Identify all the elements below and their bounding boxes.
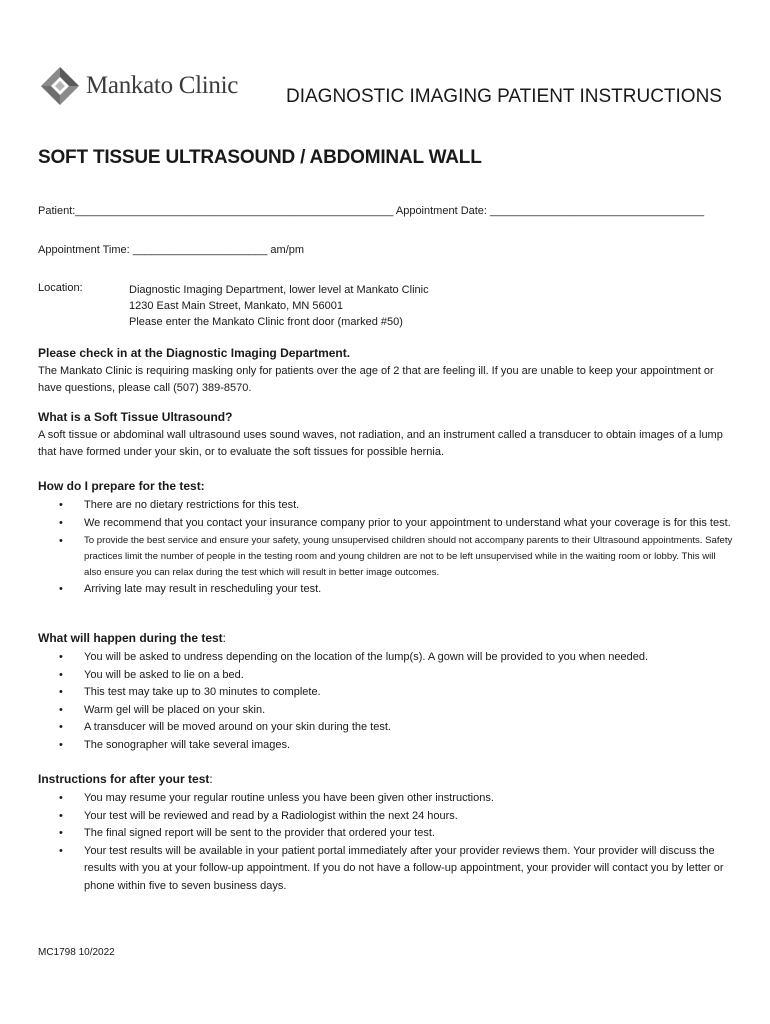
during-list: [38, 649, 733, 754]
prepare-list: [38, 497, 733, 599]
prepare-heading: How do I prepare for the test:: [38, 479, 205, 493]
list-item: • This test may take up to 30 minutes to complete.: [38, 684, 733, 702]
list-item: • We recommend that you contact your insurance company prior to your appointment to understand what your coverage is for this test.: [38, 515, 733, 533]
clinic-logo: [40, 66, 238, 106]
location-line: Diagnostic Imaging Department, lower level at Mankato Clinic: [129, 284, 429, 296]
during-section: [38, 631, 733, 754]
after-section: [38, 772, 733, 895]
location-label: Location:: [38, 282, 83, 294]
after-heading: [38, 772, 733, 786]
list-item: • Your test results will be available in your patient portal immediately after your provider reviews them. Your provider will discuss the results with you at your follow-up appointment. If you do not have a follow-up appointment, your provider will contact you by letter or phone within five to seven business days.: [38, 843, 733, 896]
appointment-time-line: Appointment Time: ______________________ am/pm: [38, 244, 305, 256]
what-is-heading: What is a Soft Tissue Ultrasound?: [38, 410, 233, 424]
during-heading-colon: :: [222, 631, 227, 645]
clinic-name: Mankato Clinic: [86, 72, 239, 99]
list-item: • The sonographer will take several images.: [38, 737, 733, 755]
document-heading: DIAGNOSTIC IMAGING PATIENT INSTRUCTIONS: [286, 86, 722, 107]
list-item: • A transducer will be moved around on your skin during the test.: [38, 719, 733, 737]
form-code: MC1798 10/2022: [38, 947, 115, 958]
list-item: • There are no dietary restrictions for this test.: [38, 497, 733, 515]
checkin-heading: Please check in at the Diagnostic Imaging Department.: [38, 346, 351, 360]
list-item: • Arriving late may result in rescheduling your test.: [38, 581, 733, 599]
checkin-body: The Mankato Clinic is requiring masking only for patients over the age of 2 that are feeling ill. If you are unable to keep your appointment or have questions, please call (507) 389-8570.: [38, 365, 714, 394]
diamond-chevron-logo-icon: [40, 66, 80, 106]
list-item: • To provide the best service and ensure your safety, young unsupervised children should not accompany parents to their Ultrasound appointments. Safety practices limit the number of people in the testing room and young children are not to be left unsupervised while in the waiting room or lobby. This will also ensure you can relax during the test which will result in better image outcomes.: [38, 533, 733, 581]
location-line: 1230 East Main Street, Mankato, MN 56001: [129, 300, 344, 312]
prepare-section: [38, 479, 733, 599]
after-heading-colon: :: [209, 772, 213, 786]
page-title: SOFT TISSUE ULTRASOUND / ABDOMINAL WALL: [38, 147, 482, 168]
location-address: [129, 282, 429, 330]
list-item: • The final signed report will be sent to the provider that ordered your test.: [38, 825, 733, 843]
list-item: • Your test will be reviewed and read by a Radiologist within the next 24 hours.: [38, 808, 733, 826]
list-item: • You may resume your regular routine unless you have been given other instructions.: [38, 790, 733, 808]
list-item: • Warm gel will be placed on your skin.: [38, 702, 733, 720]
during-heading: [38, 631, 733, 645]
after-list: [38, 790, 733, 895]
location-line: Please enter the Mankato Clinic front door (marked #50): [129, 316, 403, 328]
list-item: • You will be asked to lie on a bed.: [38, 667, 733, 685]
during-heading-text: What will happen during the test: [38, 631, 223, 645]
checkin-section: [38, 346, 733, 397]
what-is-section: [38, 410, 733, 461]
list-item: • You will be asked to undress depending on the location of the lump(s). A gown will be provided to you when needed.: [38, 649, 733, 667]
what-is-body: A soft tissue or abdominal wall ultrasound uses sound waves, not radiation, and an instrument called a transducer to obtain images of a lump that have formed under your skin, or to evaluate the soft tissues for possible hernia.: [38, 429, 723, 458]
after-heading-text: Instructions for after your test: [38, 772, 210, 786]
patient-appointment-date-line: Patient:____________________________________________________ Appointment Date: ___________________________________: [38, 205, 705, 217]
